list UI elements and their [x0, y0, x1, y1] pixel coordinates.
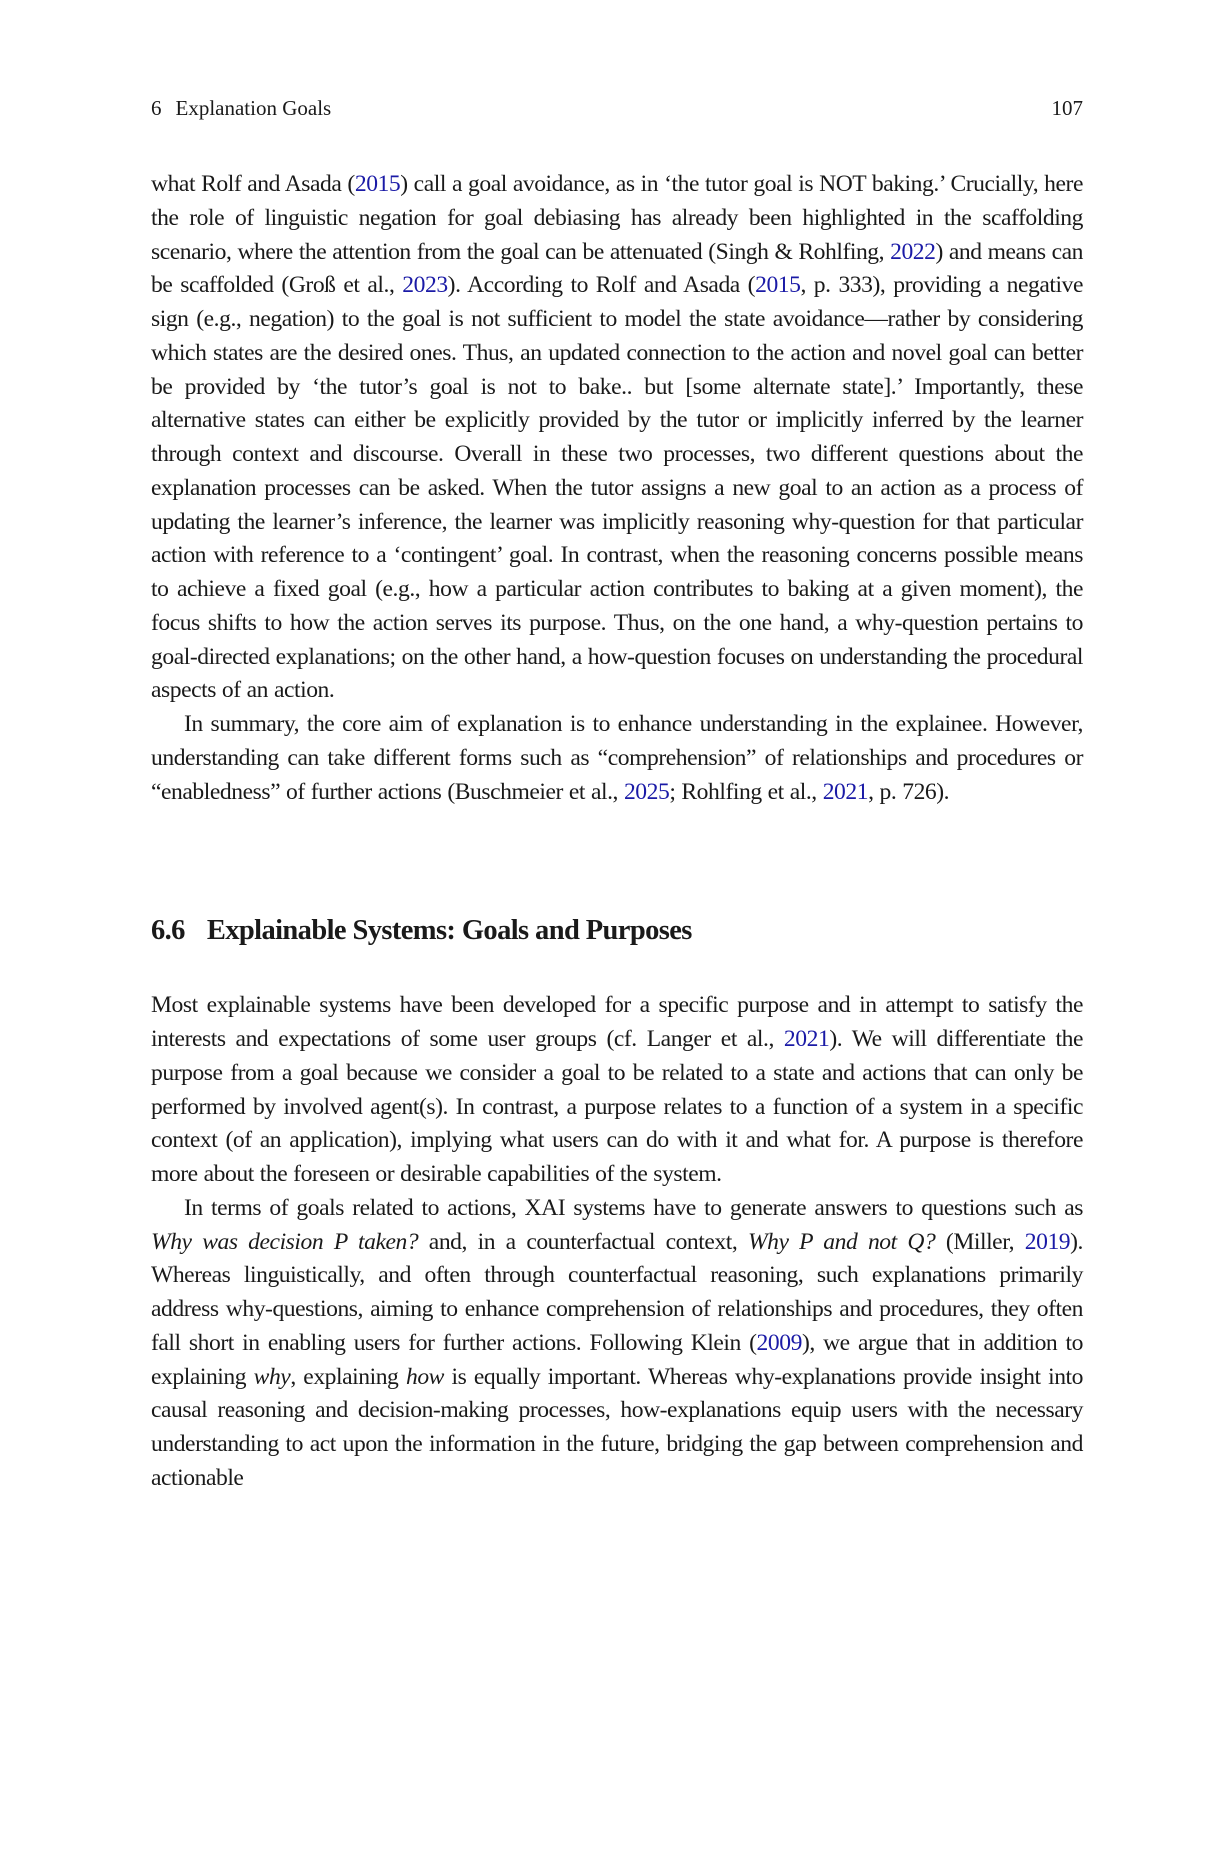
text-run: Most explainable systems have been developed for a specific purpose and in attempt to satisfy the interests and expectations of some user groups (cf. Langer et al., — [151, 992, 1083, 1052]
text-run: ), we argue that in addition to explaining — [151, 1329, 1083, 1390]
citation-link[interactable]: 2021 — [822, 778, 869, 805]
text-run: ). We will differentiate the purpose from a goal because we consider a goal to be related to a state and actions that can only be performed by involved agent(s). In contrast, a purpose relates to a function of a system in a specific context (of an application), implying what users can do with it and what for. A purpose is therefore more about the foreseen or desirable capabilities of the system. — [151, 1026, 1083, 1187]
paragraphs-bottom — [151, 989, 1083, 1495]
text-run: ). Whereas linguistically, and often through counterfactual reasoning, such explanations primarily address why-questions, aiming to enhance comprehension of relationships and procedures, they often fall short in enabling users for further actions. Following Klein ( — [151, 1228, 1083, 1356]
italic-text: why — [253, 1363, 291, 1390]
section-title: Explainable Systems: Goals and Purposes — [206, 915, 692, 947]
citation-link[interactable]: 2009 — [756, 1329, 802, 1356]
paragraph — [151, 168, 1083, 708]
citation-link[interactable]: 2019 — [1024, 1228, 1071, 1255]
chapter-number: 6 — [151, 96, 162, 120]
citation-link[interactable]: 2025 — [623, 778, 670, 805]
citation-link[interactable]: 2023 — [402, 272, 448, 299]
text-run: what Rolf and Asada ( — [151, 171, 355, 197]
chapter-label — [151, 96, 331, 126]
text-run: ; Rohlfing et al., — [669, 778, 823, 805]
text-run: ) and means can be scaffolded (Groß et al., — [151, 238, 1084, 299]
paragraph — [151, 708, 1083, 809]
paragraph — [151, 1192, 1083, 1496]
section-number: 6.6 — [151, 915, 185, 947]
text-run: ). According to Rolf and Asada ( — [447, 272, 756, 299]
running-head — [151, 96, 1083, 126]
citation-link[interactable]: 2022 — [890, 238, 936, 265]
citation-link[interactable]: 2015 — [755, 272, 801, 299]
italic-text: Why P and not Q? — [747, 1228, 936, 1255]
text-run: is equally important. Whereas why-explanations provide insight into causal reasoning and decision-making processes, how-explanations equip users with the necessary understanding to act upon the information in the future, bridging the gap between comprehension and actionable — [151, 1363, 1084, 1491]
text-run: ) call a goal avoidance, as in ‘the tutor goal is NOT baking.’ Crucially, here the role of linguistic negation for goal debiasing has already been highlighted in the scaffolding scenario, where the attention from the goal can be attenuated (Singh & Rohlfing, — [151, 171, 1083, 265]
italic-text: Why was decision P taken? — [151, 1228, 419, 1255]
chapter-title: Explanation Goals — [175, 96, 332, 120]
citation-link[interactable]: 2021 — [783, 1026, 830, 1052]
text-run: In terms of goals related to actions, XAI systems have to generate answers to questions such as — [184, 1194, 1083, 1221]
text-run: , p. 726). — [868, 778, 950, 805]
text-run: In summary, the core aim of explanation is to enhance understanding in the explainee. However, understanding can take different forms such as “comprehension” of relationships and procedures or “enabledness” of further actions (Buschmeier et al., — [151, 711, 1083, 805]
text-run: and, in a counterfactual context, — [418, 1228, 748, 1255]
page-number: 107 — [1051, 96, 1083, 120]
paragraph — [151, 989, 1083, 1192]
citation-link[interactable]: 2015 — [354, 171, 401, 197]
text-run: (Miller, — [935, 1228, 1025, 1255]
text-run: , explaining — [290, 1363, 406, 1390]
text-run: , p. 333), providing a negative sign (e.g., negation) to the goal is not sufficient to model the state avoidance—rather by considering which states are the desired ones. Thus, an updated connection to the action and novel goal can better be provided by ‘the tutor’s goal is not to bake.. but [some alternate state].’ Importantly, these alternative states can either be explicitly provided by the tutor or implicitly inferred by the learner through context and discourse. Overall in these two processes, two different questions about the explanation processes can be asked. When the tutor assigns a new goal to an action as a process of updating the learner’s inference, the learner was implicitly reasoning why-question for that particular action with reference to a ‘contingent’ goal. In contrast, when the reasoning concerns possible means to achieve a fixed goal (e.g., how a particular action contributes to baking at a given moment), the focus shifts to how the action serves its purpose. Thus, on the one hand, a why-question pertains to goal-directed explanations; on the other hand, a how-question focuses on understanding the procedural aspects of an action. — [151, 272, 1083, 704]
body-text — [151, 168, 1083, 1496]
italic-text: how — [405, 1363, 444, 1390]
section-heading — [151, 911, 1083, 951]
paragraphs-top — [151, 168, 1083, 809]
